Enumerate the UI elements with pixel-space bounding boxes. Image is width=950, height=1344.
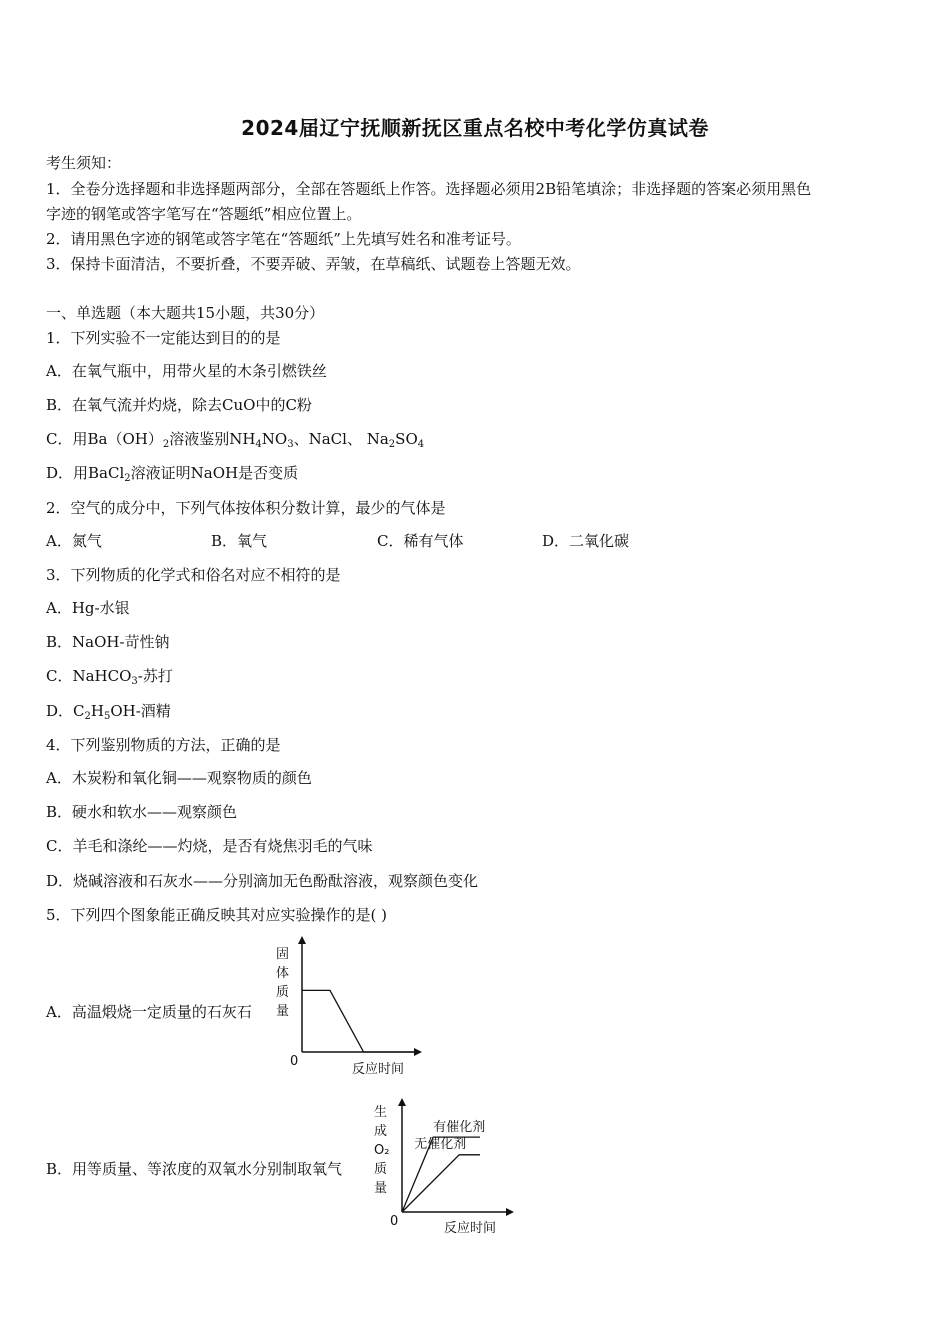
- question-4-option-b: B．硬水和软水——观察颜色: [46, 803, 238, 821]
- chart-b-ylabel-char: 成: [374, 1124, 388, 1139]
- chart-a-ylabel-char: 质: [276, 985, 290, 1000]
- notice-item-1-cont: 字迹的钢笔或答字笔写在“答题纸”相应位置上。: [46, 205, 362, 223]
- chart-b-ylabel-char: 量: [374, 1181, 388, 1196]
- question-1-option-a: A．在氧气瓶中，用带火星的木条引燃铁丝: [46, 362, 327, 380]
- chart-a-ylabel-char: 量: [276, 1004, 290, 1019]
- question-5-stem: 5．下列四个图象能正确反映其对应实验操作的是( ): [46, 906, 388, 924]
- page-title: 2024届辽宁抚顺新抚区重点名校中考化学仿真试卷: [241, 116, 709, 140]
- question-5-option-a: A．高温煅烧一定质量的石灰石: [46, 1003, 252, 1021]
- question-1-option-d: D．用BaCl$_2$溶液证明NaOH是否变质: [46, 464, 299, 484]
- chart-b-y-arrow: [398, 1098, 406, 1106]
- notice-item-1: 1．全卷分选择题和非选择题两部分，全部在答题纸上作答。选择题必须用2B铅笔填涂；非选择题的答案必须用黑色: [46, 180, 812, 198]
- chart-a-x-arrow: [414, 1048, 422, 1056]
- chart-b-origin: 0: [390, 1214, 399, 1229]
- section-heading: 一、单选题（本大题共15小题，共30分）: [46, 304, 325, 322]
- question-2-option-c: C．稀有气体: [377, 532, 464, 550]
- question-5-option-b: B．用等质量、等浓度的双氧水分别制取氧气: [46, 1160, 343, 1178]
- question-1-stem: 1．下列实验不一定能达到目的的是: [46, 329, 281, 347]
- question-4-option-a: A．木炭粉和氧化铜——观察物质的颜色: [46, 769, 312, 787]
- chart-a-ylabel-char: 固: [276, 947, 290, 962]
- chart-a-xlabel: 反应时间: [352, 1062, 405, 1077]
- question-1-option-c: C．用$Ba(OH)_2$溶液鉴别$NH_4NO_3$、NaCl、 $Na_2SO_4$: [46, 430, 425, 450]
- chart-b-series-label: 有催化剂: [433, 1120, 486, 1136]
- question-3-option-b: B．NaOH-苛性钠: [46, 633, 170, 651]
- chart-a-ylabel-char: 体: [276, 966, 290, 981]
- question-2-option-d: D．二氧化碳: [542, 532, 630, 550]
- notice-item-2: 2．请用黑色字迹的钢笔或答字笔在“答题纸”上先填写姓名和准考证号。: [46, 230, 521, 248]
- question-2-option-a: A．氮气: [46, 532, 102, 550]
- chart-b-oxygen-mass: [370, 1092, 530, 1237]
- chart-b-ylabel-char: 生: [374, 1105, 388, 1120]
- notice-item-3: 3．保持卡面清洁，不要折叠，不要弄破、弄皱，在草稿纸、试题卷上答题无效。: [46, 255, 581, 273]
- chart-b-series-label: 无催化剂: [414, 1136, 467, 1152]
- notice-heading: 考生须知：: [46, 154, 122, 172]
- question-2-option-b: B．氧气: [211, 532, 268, 550]
- chart-a-series-line: [302, 990, 414, 1052]
- question-4-stem: 4．下列鉴别物质的方法，正确的是: [46, 736, 281, 754]
- question-4-option-c: C．羊毛和涤纶——灼烧，是否有烧焦羽毛的气味: [46, 837, 373, 855]
- question-3-option-a: A．Hg-水银: [46, 599, 130, 617]
- chart-b-x-arrow: [506, 1208, 514, 1216]
- chart-b-ylabel-char: O₂: [374, 1143, 390, 1158]
- question-4-option-d: D．烧碱溶液和石灰水——分别滴加无色酚酞溶液，观察颜色变化: [46, 872, 479, 890]
- chart-a-solid-mass: [270, 930, 440, 1080]
- question-3-stem: 3．下列物质的化学式和俗名对应不相符的是: [46, 566, 341, 584]
- chart-a-y-arrow: [298, 936, 306, 944]
- question-3-option-c: C．NaHCO$_3$-苏打: [46, 667, 173, 687]
- question-2-stem: 2．空气的成分中，下列气体按体积分数计算，最少的气体是: [46, 499, 446, 517]
- question-1-option-b: B．在氧气流并灼烧，除去CuO中的C粉: [46, 396, 312, 414]
- chart-a-origin: 0: [290, 1054, 299, 1069]
- chart-b-ylabel-char: 质: [374, 1162, 388, 1177]
- chart-b-xlabel: 反应时间: [444, 1221, 497, 1236]
- question-3-option-d: D．$C_2H_5OH-$酒精: [46, 702, 171, 722]
